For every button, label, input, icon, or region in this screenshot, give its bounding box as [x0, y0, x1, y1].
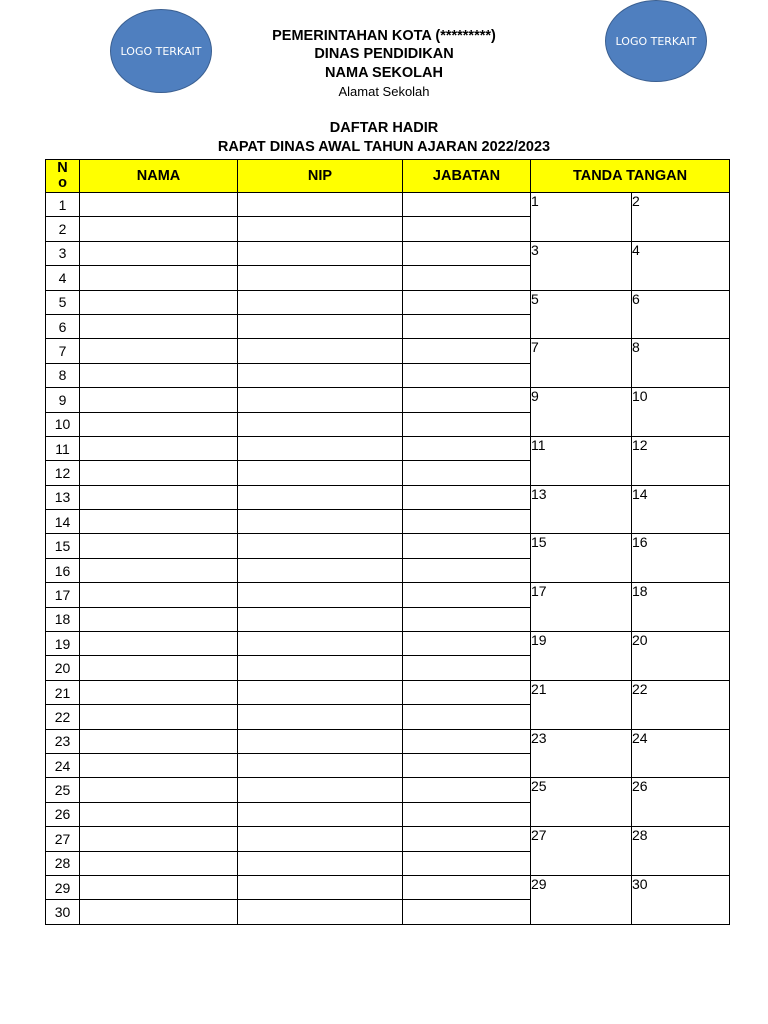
header-address: Alamat Sekolah: [338, 84, 430, 99]
signature-cell[interactable]: 14: [632, 485, 730, 534]
nip-cell[interactable]: [238, 363, 403, 387]
jabatan-cell[interactable]: [403, 266, 531, 290]
nip-cell[interactable]: [238, 851, 403, 875]
doc-title: DAFTAR HADIR: [329, 120, 439, 136]
nama-cell[interactable]: [80, 193, 238, 217]
signature-cell[interactable]: 15: [531, 534, 632, 583]
nama-cell[interactable]: [80, 778, 238, 802]
nama-cell[interactable]: [80, 558, 238, 582]
column-header-jabatan: JABATAN: [403, 160, 531, 193]
jabatan-cell[interactable]: [403, 827, 531, 851]
signature-cell[interactable]: 21: [531, 680, 632, 729]
jabatan-cell[interactable]: [403, 241, 531, 265]
jabatan-cell[interactable]: [403, 851, 531, 875]
nip-cell[interactable]: [238, 217, 403, 241]
signature-cell[interactable]: 5: [531, 290, 632, 339]
jabatan-cell[interactable]: [403, 680, 531, 704]
row-number: 28: [46, 851, 80, 875]
nama-cell[interactable]: [80, 802, 238, 826]
nama-cell[interactable]: [80, 875, 238, 899]
nama-cell[interactable]: [80, 729, 238, 753]
jabatan-cell[interactable]: [403, 412, 531, 436]
table-row: [46, 729, 730, 753]
signature-cell[interactable]: 25: [531, 778, 632, 827]
row-number: 25: [46, 778, 80, 802]
row-number: 5: [46, 290, 80, 314]
nama-cell[interactable]: [80, 485, 238, 509]
nip-cell[interactable]: [238, 436, 403, 460]
row-number: 29: [46, 875, 80, 899]
row-number: 7: [46, 339, 80, 363]
nama-cell[interactable]: [80, 266, 238, 290]
jabatan-cell[interactable]: [403, 436, 531, 460]
nama-cell[interactable]: [80, 412, 238, 436]
doc-subtitle: RAPAT DINAS AWAL TAHUN AJARAN 2022/2023: [217, 139, 551, 155]
jabatan-cell[interactable]: [403, 461, 531, 485]
jabatan-cell[interactable]: [403, 534, 531, 558]
signature-cell[interactable]: 7: [531, 339, 632, 388]
nama-cell[interactable]: [80, 436, 238, 460]
signature-cell[interactable]: 30: [632, 875, 730, 924]
row-number: 8: [46, 363, 80, 387]
nip-cell[interactable]: [238, 753, 403, 777]
jabatan-cell[interactable]: [403, 558, 531, 582]
row-number: 4: [46, 266, 80, 290]
signature-cell[interactable]: 13: [531, 485, 632, 534]
signature-cell[interactable]: 23: [531, 729, 632, 778]
jabatan-cell[interactable]: [403, 485, 531, 509]
nama-cell[interactable]: [80, 900, 238, 924]
column-header-tanda-tangan: TANDA TANGAN: [531, 160, 730, 193]
row-number: 24: [46, 753, 80, 777]
signature-cell[interactable]: 8: [632, 339, 730, 388]
logo-left-label: LOGO TERKAIT: [120, 44, 202, 58]
nama-cell[interactable]: [80, 753, 238, 777]
jabatan-cell[interactable]: [403, 607, 531, 631]
table-row: [46, 778, 730, 802]
column-header-no: N o: [46, 160, 80, 193]
nip-cell[interactable]: [238, 778, 403, 802]
header-school-name: NAMA SEKOLAH: [325, 65, 443, 81]
nip-cell[interactable]: [238, 534, 403, 558]
attendance-table: [45, 159, 730, 925]
nip-cell[interactable]: [238, 412, 403, 436]
signature-cell[interactable]: 3: [531, 241, 632, 290]
row-number: 15: [46, 534, 80, 558]
signature-cell[interactable]: 9: [531, 388, 632, 437]
row-number: 22: [46, 705, 80, 729]
signature-cell[interactable]: 27: [531, 827, 632, 876]
nip-cell[interactable]: [238, 510, 403, 534]
nama-cell[interactable]: [80, 510, 238, 534]
table-row: [46, 827, 730, 851]
row-number: 6: [46, 314, 80, 338]
row-number: 3: [46, 241, 80, 265]
signature-cell[interactable]: 20: [632, 632, 730, 681]
nip-cell[interactable]: [238, 485, 403, 509]
nip-cell[interactable]: [238, 388, 403, 412]
row-number: 17: [46, 583, 80, 607]
nama-cell[interactable]: [80, 363, 238, 387]
nip-cell[interactable]: [238, 290, 403, 314]
row-number: 14: [46, 510, 80, 534]
nip-cell[interactable]: [238, 680, 403, 704]
row-number: 30: [46, 900, 80, 924]
nama-cell[interactable]: [80, 851, 238, 875]
signature-cell[interactable]: 28: [632, 827, 730, 876]
row-number: 9: [46, 388, 80, 412]
table-row: [46, 680, 730, 704]
signature-cell[interactable]: 22: [632, 680, 730, 729]
row-number: 11: [46, 436, 80, 460]
column-header-nip: NIP: [238, 160, 403, 193]
jabatan-cell[interactable]: [403, 388, 531, 412]
nip-cell[interactable]: [238, 632, 403, 656]
logo-right-label: LOGO TERKAIT: [615, 34, 697, 48]
signature-cell[interactable]: 12: [632, 436, 730, 485]
signature-cell[interactable]: 26: [632, 778, 730, 827]
jabatan-cell[interactable]: [403, 510, 531, 534]
nama-cell[interactable]: [80, 314, 238, 338]
nip-cell[interactable]: [238, 558, 403, 582]
row-number: 13: [46, 485, 80, 509]
nama-cell[interactable]: [80, 632, 238, 656]
table-row: [46, 632, 730, 656]
header-government: PEMERINTAHAN KOTA (*********): [272, 28, 496, 44]
table-row: [46, 241, 730, 265]
nama-cell[interactable]: [80, 217, 238, 241]
table-row: [46, 583, 730, 607]
row-number: 27: [46, 827, 80, 851]
nama-cell[interactable]: [80, 241, 238, 265]
jabatan-cell[interactable]: [403, 339, 531, 363]
jabatan-cell[interactable]: [403, 656, 531, 680]
signature-cell[interactable]: 6: [632, 290, 730, 339]
jabatan-cell[interactable]: [403, 802, 531, 826]
row-number: 19: [46, 632, 80, 656]
nip-cell[interactable]: [238, 314, 403, 338]
table-row: [46, 388, 730, 412]
nama-cell[interactable]: [80, 607, 238, 631]
signature-cell[interactable]: 29: [531, 875, 632, 924]
jabatan-cell[interactable]: [403, 778, 531, 802]
row-number: 2: [46, 217, 80, 241]
row-number: 1: [46, 193, 80, 217]
jabatan-cell[interactable]: [403, 705, 531, 729]
header-department: DINAS PENDIDIKAN: [314, 46, 454, 62]
nip-cell[interactable]: [238, 266, 403, 290]
table-header-row: [46, 160, 730, 193]
table-row: [46, 290, 730, 314]
signature-cell[interactable]: 16: [632, 534, 730, 583]
signature-cell[interactable]: 11: [531, 436, 632, 485]
jabatan-cell[interactable]: [403, 632, 531, 656]
nip-cell[interactable]: [238, 583, 403, 607]
column-header-nama: NAMA: [80, 160, 238, 193]
jabatan-cell[interactable]: [403, 290, 531, 314]
row-number: 18: [46, 607, 80, 631]
nip-cell[interactable]: [238, 656, 403, 680]
jabatan-cell[interactable]: [403, 363, 531, 387]
signature-cell[interactable]: 17: [531, 583, 632, 632]
nip-cell[interactable]: [238, 827, 403, 851]
nama-cell[interactable]: [80, 680, 238, 704]
jabatan-cell[interactable]: [403, 314, 531, 338]
signature-cell[interactable]: 10: [632, 388, 730, 437]
nip-cell[interactable]: [238, 461, 403, 485]
signature-cell[interactable]: 18: [632, 583, 730, 632]
nama-cell[interactable]: [80, 705, 238, 729]
table-row: [46, 339, 730, 363]
table-row: [46, 485, 730, 509]
signature-cell[interactable]: 24: [632, 729, 730, 778]
nama-cell[interactable]: [80, 656, 238, 680]
jabatan-cell[interactable]: [403, 583, 531, 607]
signature-cell[interactable]: 4: [632, 241, 730, 290]
row-number: 20: [46, 656, 80, 680]
jabatan-cell[interactable]: [403, 729, 531, 753]
table-row: [46, 193, 730, 217]
row-number: 26: [46, 802, 80, 826]
nip-cell[interactable]: [238, 875, 403, 899]
nama-cell[interactable]: [80, 388, 238, 412]
nip-cell[interactable]: [238, 193, 403, 217]
nama-cell[interactable]: [80, 583, 238, 607]
signature-cell[interactable]: 1: [531, 193, 632, 242]
jabatan-cell[interactable]: [403, 217, 531, 241]
nip-cell[interactable]: [238, 705, 403, 729]
row-number: 10: [46, 412, 80, 436]
table-row: [46, 436, 730, 460]
row-number: 16: [46, 558, 80, 582]
table-row: [46, 534, 730, 558]
signature-cell[interactable]: 2: [632, 193, 730, 242]
nama-cell[interactable]: [80, 339, 238, 363]
jabatan-cell[interactable]: [403, 900, 531, 924]
row-number: 12: [46, 461, 80, 485]
nama-cell[interactable]: [80, 461, 238, 485]
nip-cell[interactable]: [238, 339, 403, 363]
row-number: 23: [46, 729, 80, 753]
nip-cell[interactable]: [238, 607, 403, 631]
nip-cell[interactable]: [238, 900, 403, 924]
nip-cell[interactable]: [238, 729, 403, 753]
nama-cell[interactable]: [80, 827, 238, 851]
signature-cell[interactable]: 19: [531, 632, 632, 681]
nip-cell[interactable]: [238, 802, 403, 826]
nama-cell[interactable]: [80, 290, 238, 314]
row-number: 21: [46, 680, 80, 704]
jabatan-cell[interactable]: [403, 875, 531, 899]
nip-cell[interactable]: [238, 241, 403, 265]
table-row: [46, 875, 730, 899]
jabatan-cell[interactable]: [403, 753, 531, 777]
jabatan-cell[interactable]: [403, 193, 531, 217]
nama-cell[interactable]: [80, 534, 238, 558]
